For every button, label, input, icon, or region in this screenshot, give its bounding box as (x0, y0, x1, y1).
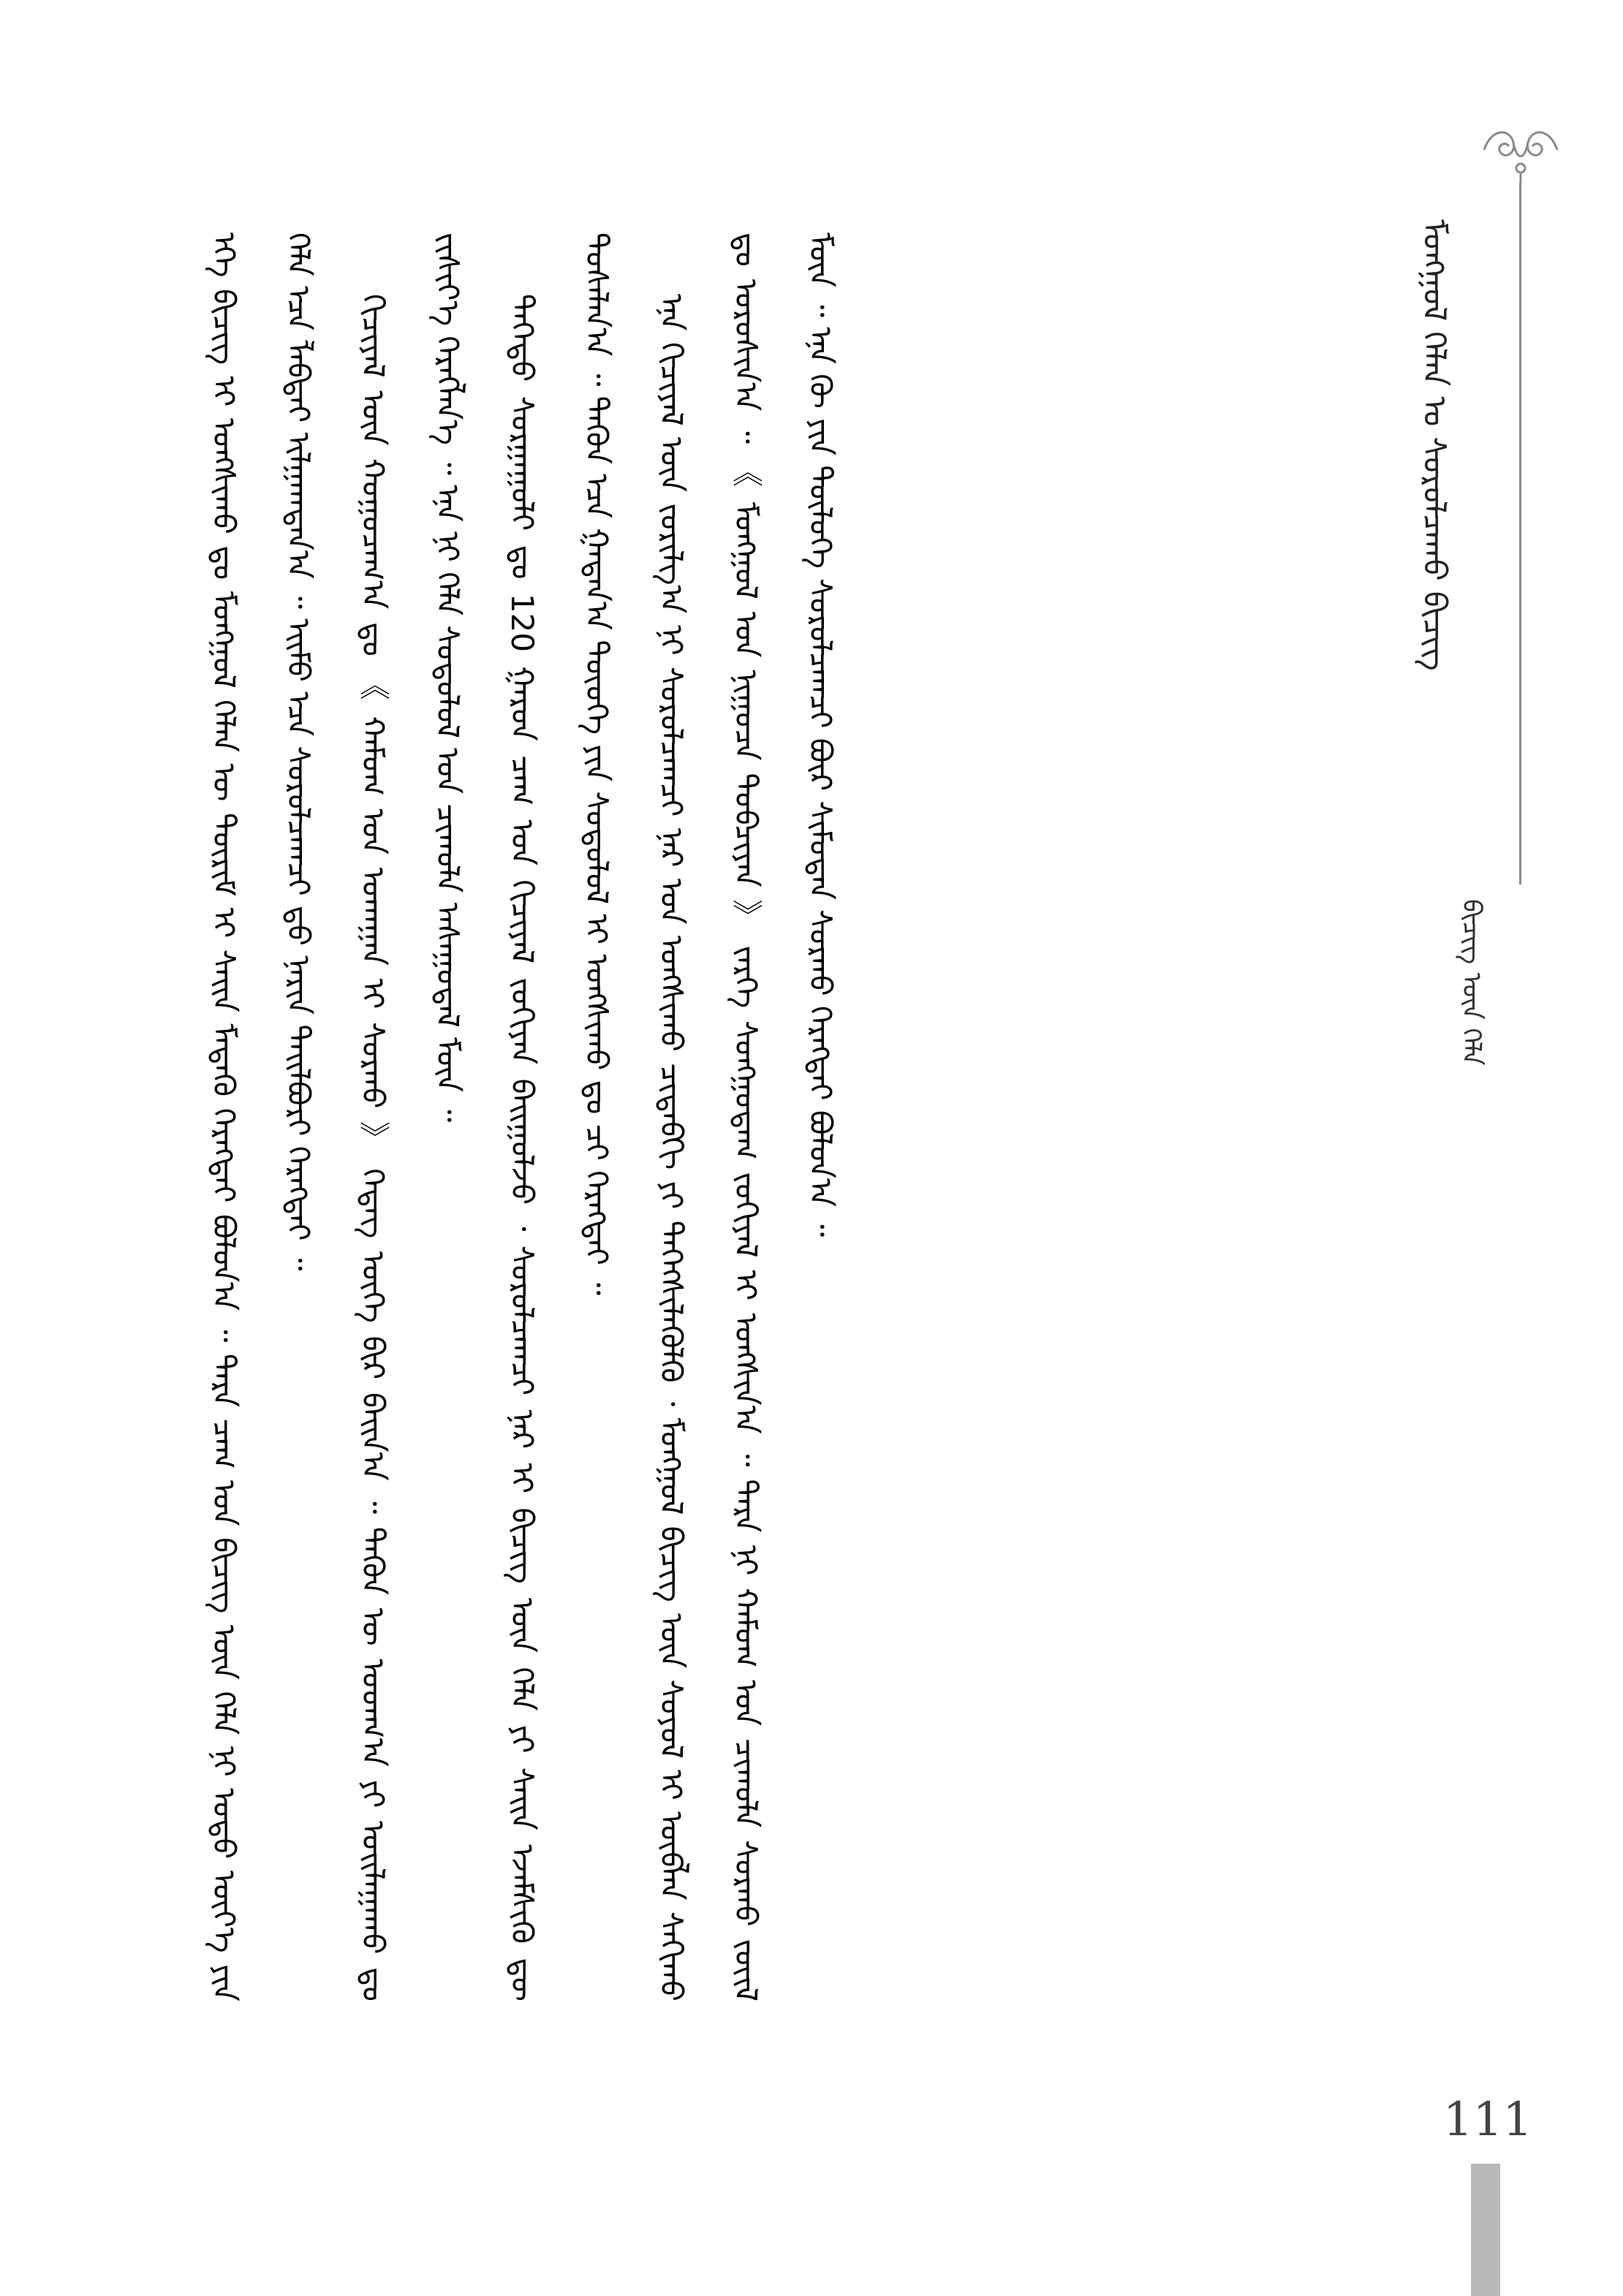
paragraph: ᠬᠢᠴᠢᠶᠡᠯ ᠦᠨ ᠬᠤᠭᠤᠴᠠᠭ᠎ᠠ ᠳᠤ 《 ᠬᠠᠮᠤᠭ ᠤᠨ ᠤᠬᠠᠭᠠᠨ ᠢ ᠰᠤᠷᠬᠤ 》 ᠭᠡᠳᠡᠭ ᠦᠭᠡ ᠪᠢᠷ ᠪᠠᠢᠨ᠎ᠠ ᠃ ᠲᠡᠭᠦᠨ ᠦ ᠤᠳᠬ᠎ᠠ ᠶᠢ ᠣᠢᠯᠠᠭᠠᠬᠤ ᠳᠤ ᠵᠢᠱᠢᠶ᠎ᠡ ᠬᠡᠷᠡᠭᠯᠡᠨ᠎ᠡ ᠃ ᠡᠨᠡ ᠨᠢ ᠬᠡᠯᠡ ᠰᠤᠳᠤᠯᠤᠯ ᠤᠨ ᠴᠢᠬᠤᠯᠠ ᠠᠰᠠᠭᠤᠳᠠᠯ ᠮᠥᠨ ᠃ (355, 232, 466, 2001)
paragraph: ᠡᠨᠡ ᠬᠢᠴᠢᠶᠡᠯ ᠦᠨ ᠵᠣᠷᠢᠯᠭ᠎ᠠ ᠨᠢ ᠰᠤᠷᠤᠯᠴᠠᠭᠴᠢ ᠨᠠᠷ ᠤᠨ ᠤᠩᠰᠢᠬᠤ ᠴᠢᠳᠠᠪᠬᠢ ᠶᠢ ᠳᠡᠭᠡᠭᠰᠢᠯᠡᠭᠦᠯᠬᠦ ᠂ ᠮᠣᠩᠭᠣᠯ ᠪᠢᠴᠢᠭ ᠦᠨ ᠰᠣᠶᠣᠯ ᠢ ᠥᠪᠯᠡᠨ ᠰᠠᠬᠢᠬᠤ ᠳᠤ ᠣᠷᠣᠰᠢᠨ᠎ᠠ ᠃ 《 ᠮᠣᠩᠭᠣᠯ ᠤᠨ ᠨᠢᠭᠤᠴᠠ ᠲᠤᠪᠴᠢᠶᠠᠨ 》 ᠵᠡᠷᠭᠡ ᠰᠣᠩᠭᠣᠳᠠᠭ ᠵᠣᠬᠢᠶᠠᠯ ᠢ ᠤᠩᠰᠢᠨ᠎ᠠ ᠃ ᠲᠡᠷᠡ ᠨᠢ ᠬᠠᠮᠤᠭ ᠤᠨ ᠴᠢᠬᠤᠯᠠ ᠰᠤᠷᠬᠤ ᠵᠦᠢᠯ ᠮᠥᠨ ᠃ ᠡᠨᠡ ᠬᠦ ᠶᠢᠨ ᠲᠥᠯᠦᠭᠡ ᠰᠤᠷᠤᠯᠴᠠᠭᠴᠢ ᠪᠦᠷ ᠰᠢᠮᠣᠳᠠᠨ ᠰᠤᠷᠬᠤ ᠬᠡᠷᠡᠭᠲᠡᠢ ᠪᠣᠯᠤᠨ᠎ᠠ ᠃ (654, 232, 839, 2001)
page-number: 111 (1442, 2093, 1533, 2147)
running-header-title: ᠮᠣᠩᠭᠣᠯ ᠬᠡᠯᠡᠨ ᠤ ᠰᠤᠷᠤᠯᠴᠠᠬᠤ ᠪᠢᠴᠢᠭ (1415, 219, 1453, 671)
running-header-subtitle: ᠪᠢᠴᠢᠭ ᠦᠨ ᠬᠡᠯᠡ (1456, 899, 1486, 1066)
body-text (186, 232, 1385, 2001)
paragraph: ᠳᠡᠭᠡᠳᠦ ᠰᠤᠷᠭᠠᠭᠤᠯᠢ ᠳᠤ 120 ᠭᠠᠷᠤᠨ ᠴᠠᠭ ᠤᠨ ᠬᠢᠴᠢᠶᠡᠯ ᠵᠣᠬᠢᠶᠠᠨ ᠪᠠᠢᠭᠤᠯᠵᠤ ᠂ ᠰᠤᠷᠤᠯᠴᠠᠭᠴᠢ ᠨᠠᠷ ᠢ ᠪᠢᠴᠢᠭ ᠦᠨ ᠬᠡᠯᠡ ᠶᠢ ᠰᠠᠢᠨ ᠡᠵᠡᠮᠰᠢᠬᠦ ᠳᠦ ᠲᠤᠰᠠᠯᠠᠨ᠎ᠠ ᠃ ᠲᠡᠭᠦᠨ ᠡᠴᠡ ᠭᠠᠳᠠᠨ᠎ᠠ ᠲᠦᠦᠬᠡ ᠶᠢᠨ ᠰᠤᠳᠤᠯᠤᠯ ᠢ ᠤᠩᠰᠢᠬᠤ ᠳᠤ ᠴᠢ ᠬᠡᠷᠡᠭᠲᠡᠢ ᠃ (504, 232, 615, 2001)
paragraph: ᠡᠬᠡ ᠪᠢᠴᠢᠭ ᠢ ᠤᠩᠰᠢᠬᠤ ᠳᠤ ᠮᠣᠩᠭᠣᠯ ᠬᠡᠯᠡᠨ ᠦ ᠳᠦᠷᠢᠮ ᠢ ᠰᠠᠢᠨ ᠮᠡᠳᠡᠬᠦ ᠬᠡᠷᠡᠭᠲᠡᠢ ᠪᠣᠯᠤᠨ᠎ᠠ ᠃ ᠲᠡᠷᠡ ᠴᠠᠭ ᠤᠨ ᠪᠢᠴᠢᠭ ᠦᠨ ᠬᠡᠯᠡ ᠨᠢ ᠣᠳᠣ ᠦᠶ᠎ᠡ ᠶᠢᠨ ᠬᠡᠯᠡ ᠡᠴᠡ ᠯᠠᠪᠳᠠᠢ ᠢᠯᠭᠠᠭᠳᠠᠨ᠎ᠠ ᠃ ᠡᠢᠮᠦ ᠡᠴᠡ ᠰᠤᠷᠤᠯᠴᠠᠭᠴᠢ ᠳ᠋ᠤ ᠨᠠᠷᠢᠨ ᠲᠠᠢᠯᠪᠤᠷᠢ ᠬᠡᠷᠡᠭᠲᠡᠢ ᠃ (206, 232, 317, 2001)
flourish-ornament-icon (1477, 117, 1565, 183)
header-rule (1519, 183, 1521, 884)
page-edge-tab (1471, 2164, 1500, 2296)
